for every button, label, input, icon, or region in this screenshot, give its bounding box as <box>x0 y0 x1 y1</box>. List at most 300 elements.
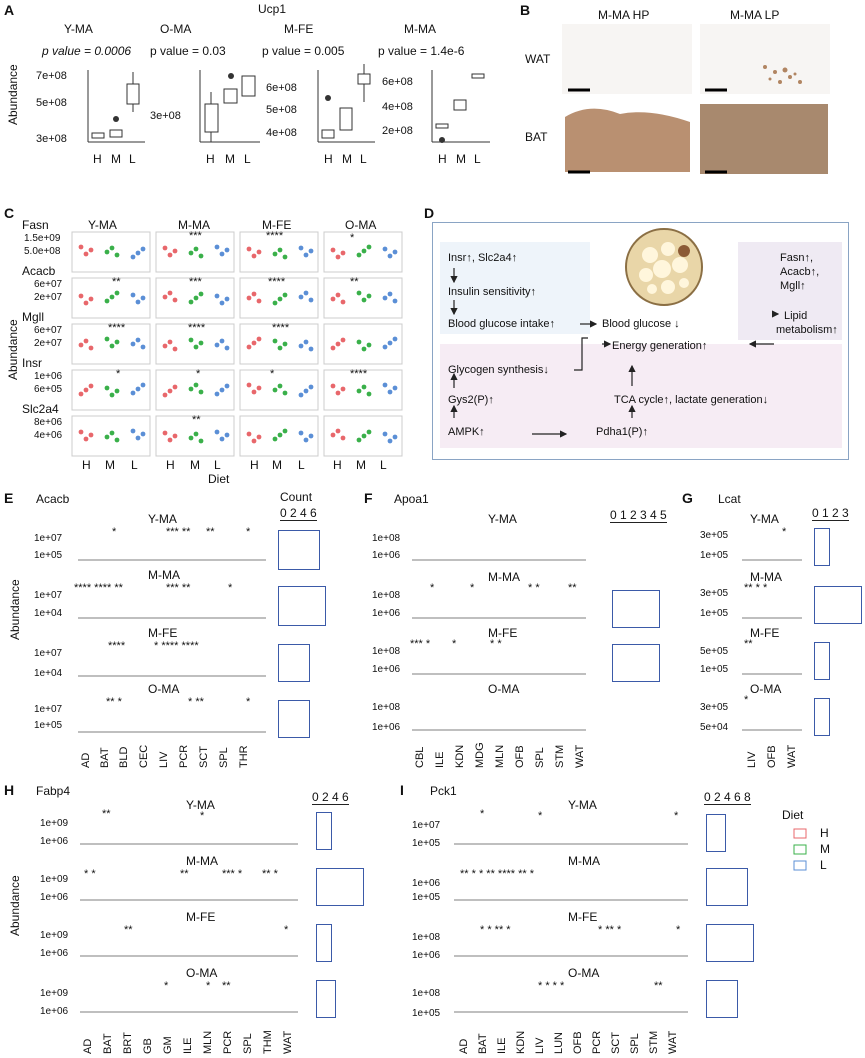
data-point <box>283 342 288 347</box>
y-tick: 1e+07 <box>34 533 63 544</box>
data-point <box>283 255 288 260</box>
y-tick: 1e+06 <box>372 664 401 675</box>
y-tick: 1.5e+09 <box>24 233 61 244</box>
x-tick: L <box>129 152 136 166</box>
x-tick: L <box>474 152 481 166</box>
y-tick: 5.0e+08 <box>24 246 61 257</box>
group-title: M-FE <box>148 626 178 640</box>
data-point <box>199 341 204 346</box>
data-point <box>383 296 388 301</box>
legend-item: L <box>820 858 827 872</box>
data-point <box>247 383 252 388</box>
count-bar <box>706 924 754 962</box>
significance-star: **** <box>350 368 368 380</box>
group-title: M-MA <box>750 570 782 584</box>
data-point <box>362 249 367 254</box>
data-point <box>341 387 346 392</box>
significance-star: *** ** <box>166 526 191 538</box>
data-point <box>115 438 120 443</box>
data-point <box>215 294 220 299</box>
data-point <box>225 384 230 389</box>
y-tick: 1e+04 <box>34 668 63 679</box>
data-point <box>283 293 288 298</box>
y-tick: 8e+06 <box>34 417 63 428</box>
lcat-boxplots <box>742 530 804 740</box>
panel-label: B <box>520 2 531 18</box>
data-point <box>304 340 309 345</box>
data-point <box>199 439 204 444</box>
data-point <box>299 431 304 436</box>
data-point <box>304 253 309 258</box>
data-point <box>341 338 346 343</box>
x-tick: KDN <box>454 744 466 768</box>
gene-label: Slc2a4 <box>22 402 59 416</box>
significance-star: * * <box>490 638 502 650</box>
p-value: p value = 0.0006 <box>42 44 132 58</box>
count-bar <box>706 868 748 906</box>
data-point <box>79 294 84 299</box>
x-tick: GB <box>142 1038 154 1054</box>
data-point <box>341 300 346 305</box>
gene-label: Fasn <box>22 218 49 232</box>
significance-star: *** * <box>410 638 431 650</box>
x-tick: BAT <box>99 747 111 768</box>
significance-star: **** <box>272 322 290 334</box>
x-tick: M <box>272 458 282 472</box>
count-bar <box>316 980 336 1018</box>
data-point <box>362 298 367 303</box>
y-tick: 2e+08 <box>382 125 413 137</box>
group-title: Y-MA <box>750 512 779 526</box>
x-tick: WAT <box>667 1030 679 1054</box>
data-point <box>331 433 336 438</box>
data-point <box>189 338 194 343</box>
data-point <box>173 347 178 352</box>
x-tick: CEC <box>138 744 150 768</box>
count-bar <box>814 528 830 566</box>
ucp1-boxplots <box>20 62 500 172</box>
significance-star: *** ** <box>166 582 191 594</box>
significance-star: ** * * ** **** ** * <box>460 868 534 880</box>
data-point <box>331 384 336 389</box>
data-point <box>225 346 230 351</box>
significance-star: * <box>676 924 681 936</box>
data-point <box>105 250 110 255</box>
significance-star: **** <box>268 276 286 288</box>
group-title: M-MA <box>148 568 180 582</box>
data-point <box>84 339 89 344</box>
y-tick: 1e+06 <box>372 722 401 733</box>
y-tick: 1e+05 <box>412 838 441 849</box>
x-tick: WAT <box>786 744 798 768</box>
data-point <box>225 248 230 253</box>
data-point <box>383 432 388 437</box>
data-point <box>336 255 341 260</box>
diagram-node: Insulin sensitivity↑ <box>448 286 537 298</box>
significance-star: * <box>452 638 457 650</box>
data-point <box>215 245 220 250</box>
data-point <box>309 298 314 303</box>
y-tick: 1e+05 <box>700 550 729 561</box>
data-point <box>194 296 199 301</box>
p-value: p value = 1.4e-6 <box>378 44 465 58</box>
data-point <box>220 339 225 344</box>
group-title: Y-MA <box>88 218 117 232</box>
y-tick: 1e+09 <box>40 874 69 885</box>
group-title: O-MA <box>568 966 600 980</box>
data-point <box>215 343 220 348</box>
x-tick: L <box>244 152 251 166</box>
x-tick: BAT <box>102 1033 114 1054</box>
data-point <box>141 432 146 437</box>
data-point <box>168 389 173 394</box>
significance-star: * * ** * <box>480 924 511 936</box>
x-tick: H <box>324 152 333 166</box>
gene-title: Apoa1 <box>394 492 429 506</box>
count-bar <box>706 980 738 1018</box>
data-point <box>278 346 283 351</box>
data-point <box>257 435 262 440</box>
panel-label: I <box>400 782 404 798</box>
significance-star: * <box>538 810 543 822</box>
data-point <box>84 437 89 442</box>
x-tick: M <box>190 458 200 472</box>
data-point <box>194 247 199 252</box>
gene-title: Acacb <box>36 492 70 506</box>
data-point <box>273 388 278 393</box>
x-tick: LIV <box>158 751 170 768</box>
data-point <box>283 429 288 434</box>
significance-star: * * * * <box>538 980 565 992</box>
data-point <box>141 247 146 252</box>
x-tick: AD <box>458 1038 470 1054</box>
data-point <box>331 297 336 302</box>
data-point <box>115 291 120 296</box>
x-tick: PCR <box>178 744 190 768</box>
group-title: Y-MA <box>488 512 517 526</box>
x-tick: SCT <box>610 1032 622 1054</box>
y-tick: 1e+06 <box>40 1006 69 1017</box>
significance-star: * <box>196 368 201 380</box>
data-point <box>257 337 262 342</box>
group-title: M-MA <box>488 570 520 584</box>
y-tick: 1e+07 <box>34 648 63 659</box>
y-tick: 1e+05 <box>700 664 729 675</box>
significance-star: * <box>116 368 121 380</box>
y-tick: 1e+05 <box>700 608 729 619</box>
x-tick: SCT <box>198 746 210 768</box>
x-tick: BAT <box>477 1033 489 1054</box>
group-title: Y-MA <box>568 798 597 812</box>
y-tick: 3e+05 <box>700 588 729 599</box>
data-point <box>141 296 146 301</box>
data-point <box>131 293 136 298</box>
data-point <box>225 433 230 438</box>
y-tick: 6e+07 <box>34 279 63 290</box>
y-tick: 1e+07 <box>34 704 63 715</box>
data-point <box>299 344 304 349</box>
data-point <box>215 430 220 435</box>
data-point <box>163 246 168 251</box>
data-point <box>189 436 194 441</box>
data-point <box>388 292 393 297</box>
legend-title: Diet <box>782 808 804 822</box>
data-point <box>136 436 141 441</box>
panel-label: A <box>4 2 15 18</box>
data-point <box>273 339 278 344</box>
data-point <box>220 301 225 306</box>
significance-star: * * <box>528 582 540 594</box>
data-point <box>110 344 115 349</box>
count-label: Count <box>280 490 313 504</box>
data-point <box>199 254 204 259</box>
data-point <box>341 251 346 256</box>
group-title: O-MA <box>345 218 377 232</box>
group-title: M-FE <box>186 910 216 924</box>
gene-title: Lcat <box>718 492 741 506</box>
x-tick: H <box>438 152 447 166</box>
count-bar <box>316 868 364 906</box>
count-ticks: 0 1 2 3 <box>812 506 849 520</box>
data-point <box>278 433 283 438</box>
data-point <box>105 299 110 304</box>
diagram-node: Glycogen synthesis↓ <box>448 364 549 376</box>
diagram-node: Pdha1(P)↑ <box>596 426 648 438</box>
x-tick: M <box>111 152 121 166</box>
x-axis-label: Diet <box>208 472 230 486</box>
data-point <box>278 297 283 302</box>
pck1-boxplots <box>454 814 690 1020</box>
data-point <box>189 300 194 305</box>
significance-star: * ** * <box>598 924 622 936</box>
histology-images <box>560 22 860 182</box>
data-point <box>79 245 84 250</box>
data-point <box>383 383 388 388</box>
x-tick: H <box>93 152 102 166</box>
significance-star: **** **** ** <box>74 582 123 594</box>
x-tick: WAT <box>574 744 586 768</box>
significance-star: * <box>164 980 169 992</box>
data-point <box>309 249 314 254</box>
significance-star: * <box>112 526 117 538</box>
count-ticks: 0 2 4 6 <box>312 790 349 804</box>
x-tick: M <box>105 458 115 472</box>
data-point <box>168 340 173 345</box>
data-point <box>278 248 283 253</box>
y-tick: 1e+06 <box>34 371 63 382</box>
y-tick: 1e+08 <box>372 702 401 713</box>
group-title: M-MA <box>404 22 436 36</box>
significance-star: ** <box>102 808 111 820</box>
data-point <box>304 389 309 394</box>
apoa1-boxplots <box>412 530 588 740</box>
count-bar <box>814 586 862 624</box>
significance-star: * <box>674 810 679 822</box>
row-title: WAT <box>525 52 551 66</box>
y-tick: 1e+05 <box>412 1008 441 1019</box>
y-axis-label: Abundance <box>6 319 20 380</box>
y-tick: 1e+07 <box>412 820 441 831</box>
data-point <box>331 346 336 351</box>
p-value: p value = 0.03 <box>150 44 226 58</box>
data-point <box>168 291 173 296</box>
data-point <box>257 299 262 304</box>
x-tick: H <box>333 458 342 472</box>
data-point <box>367 392 372 397</box>
x-tick: SPL <box>242 1033 254 1054</box>
count-bar <box>612 644 660 682</box>
group-title: O-MA <box>148 682 180 696</box>
significance-star: **** <box>108 322 126 334</box>
data-point <box>220 252 225 257</box>
x-tick: AD <box>82 1038 94 1054</box>
x-tick: MDG <box>474 742 486 768</box>
data-point <box>362 347 367 352</box>
data-point <box>331 248 336 253</box>
diagram-node: Blood glucose intake↑ <box>448 318 556 330</box>
data-point <box>110 295 115 300</box>
count-bar <box>278 644 310 682</box>
x-tick: GM <box>162 1036 174 1054</box>
y-tick: 1e+04 <box>34 608 63 619</box>
count-bar <box>814 642 830 680</box>
data-point <box>299 393 304 398</box>
data-point <box>105 386 110 391</box>
data-point <box>173 385 178 390</box>
x-tick: M <box>342 152 352 166</box>
y-tick: 6e+08 <box>382 76 413 88</box>
significance-star: * <box>206 980 211 992</box>
y-tick: 2e+07 <box>34 338 63 349</box>
y-tick: 5e+04 <box>700 722 729 733</box>
data-point <box>278 384 283 389</box>
significance-star: ** * <box>262 868 278 880</box>
data-point <box>252 439 257 444</box>
data-point <box>89 297 94 302</box>
significance-star: **** <box>266 230 284 242</box>
data-point <box>115 340 120 345</box>
data-point <box>341 436 346 441</box>
diagram-node: Energy generation↑ <box>612 340 708 352</box>
y-tick: 1e+08 <box>372 533 401 544</box>
y-axis-label: Abundance <box>6 64 20 125</box>
diagram-node: Gys2(P)↑ <box>448 394 494 406</box>
diagram-node: metabolism↑ <box>776 324 838 336</box>
data-point <box>163 431 168 436</box>
data-point <box>115 253 120 258</box>
count-bar <box>316 812 332 850</box>
data-point <box>367 343 372 348</box>
data-point <box>189 387 194 392</box>
gene-label: Acacb <box>22 264 56 278</box>
data-point <box>189 251 194 256</box>
acacb-boxplots <box>78 530 268 740</box>
significance-star: * * <box>84 868 96 880</box>
data-point <box>89 346 94 351</box>
data-point <box>309 434 314 439</box>
data-point <box>252 390 257 395</box>
group-title: M-MA <box>568 854 600 868</box>
y-tick: 7e+08 <box>36 70 67 82</box>
data-point <box>388 439 393 444</box>
data-point <box>84 388 89 393</box>
data-point <box>136 338 141 343</box>
data-point <box>163 295 168 300</box>
data-point <box>393 337 398 342</box>
data-point <box>383 345 388 350</box>
x-tick: M <box>225 152 235 166</box>
data-point <box>299 246 304 251</box>
y-tick: 1e+08 <box>372 646 401 657</box>
data-point <box>362 434 367 439</box>
group-title: O-MA <box>186 966 218 980</box>
x-tick: H <box>82 458 91 472</box>
data-point <box>105 337 110 342</box>
x-tick: LIV <box>746 751 758 768</box>
significance-star: ** <box>112 276 121 288</box>
significance-star: *** * <box>222 868 243 880</box>
y-tick: 1e+06 <box>412 878 441 889</box>
y-tick: 1e+07 <box>34 590 63 601</box>
data-point <box>367 294 372 299</box>
x-tick: BRT <box>122 1032 134 1054</box>
legend-item: H <box>820 826 829 840</box>
count-bar <box>278 530 320 570</box>
data-point <box>357 253 362 258</box>
data-point <box>304 291 309 296</box>
count-bar <box>278 700 310 738</box>
y-tick: 1e+08 <box>372 590 401 601</box>
significance-star: **** <box>188 322 206 334</box>
data-point <box>131 391 136 396</box>
x-tick: L <box>298 458 305 472</box>
data-point <box>194 383 199 388</box>
data-point <box>115 389 120 394</box>
data-point <box>367 245 372 250</box>
group-title: M-MA <box>178 218 210 232</box>
significance-star: ** <box>206 526 215 538</box>
y-tick: 6e+07 <box>34 325 63 336</box>
data-point <box>110 393 115 398</box>
panel-label: F <box>364 490 373 506</box>
x-tick: OFB <box>766 745 778 768</box>
data-point <box>89 384 94 389</box>
panel-label: H <box>4 782 15 798</box>
significance-star: * <box>270 368 275 380</box>
data-point <box>89 433 94 438</box>
data-point <box>309 347 314 352</box>
y-tick: 5e+05 <box>700 646 729 657</box>
data-point <box>273 252 278 257</box>
x-tick: M <box>456 152 466 166</box>
data-point <box>136 387 141 392</box>
significance-star: * <box>782 526 787 538</box>
data-point <box>173 249 178 254</box>
diagram-node: Insr↑, Slc2a4↑ <box>448 252 518 264</box>
data-point <box>215 392 220 397</box>
significance-star: * <box>228 582 233 594</box>
x-tick: CBL <box>414 746 426 768</box>
data-point <box>225 297 230 302</box>
significance-star: * <box>350 232 355 244</box>
data-point <box>131 342 136 347</box>
significance-star: * **** **** <box>154 640 199 652</box>
significance-star: * <box>480 808 485 820</box>
x-tick: ILE <box>496 1037 508 1054</box>
significance-star: ** <box>744 638 753 650</box>
significance-star: ** <box>350 276 359 288</box>
panel-label: G <box>682 490 693 506</box>
